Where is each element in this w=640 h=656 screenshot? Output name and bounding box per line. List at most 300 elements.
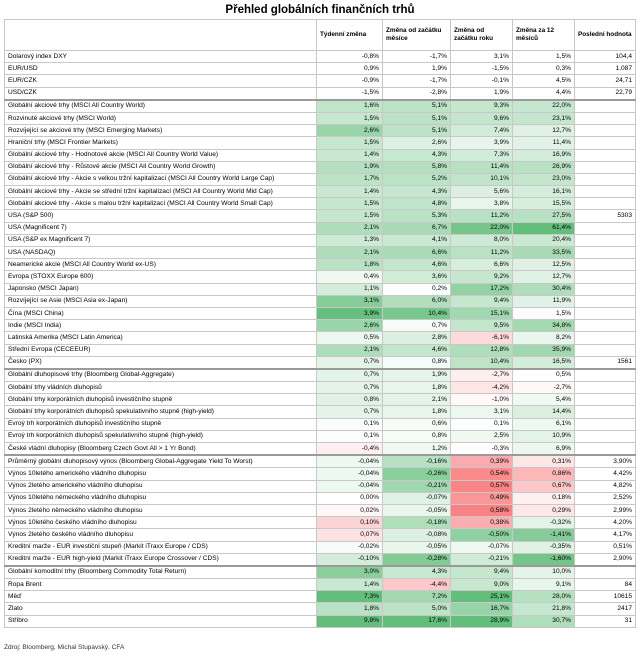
header-mtd: Změna od začátku měsíce <box>383 20 451 51</box>
change-cell: -0,21% <box>383 480 451 492</box>
change-cell: 17,2% <box>451 283 513 295</box>
table-row <box>5 430 636 442</box>
change-cell: 0,10% <box>317 517 383 529</box>
change-cell: 0,58% <box>451 504 513 516</box>
row-label: České vládní dluhopisy (Bloomberg Czech Govt All > 1 Yr Bond) <box>5 443 317 456</box>
change-cell: 1,8% <box>383 406 451 418</box>
change-cell: -0,3% <box>451 443 513 456</box>
change-cell: 10,0% <box>513 566 575 579</box>
change-cell: 34,8% <box>513 320 575 332</box>
row-label: Rozvíjející se akciové trhy (MSCI Emerging Markets) <box>5 125 317 137</box>
change-cell: 0,00% <box>317 492 383 504</box>
change-cell: 0,49% <box>451 492 513 504</box>
last-value-cell: 4,82% <box>575 480 636 492</box>
change-cell: 9,4% <box>451 566 513 579</box>
table-row <box>5 247 636 259</box>
change-cell: 6,9% <box>513 443 575 456</box>
change-cell: -0,32% <box>513 517 575 529</box>
change-cell: 28,0% <box>513 591 575 603</box>
change-cell: 0,7% <box>317 382 383 394</box>
change-cell: 9,3% <box>451 100 513 113</box>
last-value-cell <box>575 247 636 259</box>
last-value-cell <box>575 369 636 382</box>
last-value-cell <box>575 295 636 307</box>
change-cell: 7,2% <box>383 591 451 603</box>
last-value-cell: 2,90% <box>575 553 636 566</box>
change-cell: 14,4% <box>513 406 575 418</box>
header-12m: Změna za 12 měsíců <box>513 20 575 51</box>
change-cell: -0,10% <box>317 553 383 566</box>
last-value-cell <box>575 443 636 456</box>
row-label: USA (NASDAQ) <box>5 247 317 259</box>
change-cell: 5,0% <box>383 603 451 615</box>
change-cell: 1,5% <box>317 137 383 149</box>
change-cell: 0,39% <box>451 455 513 468</box>
change-cell: 0,67% <box>513 480 575 492</box>
last-value-cell: 0,51% <box>575 541 636 553</box>
change-cell: 9,5% <box>451 320 513 332</box>
change-cell: -0,04% <box>317 480 383 492</box>
table-row <box>5 394 636 406</box>
last-value-cell <box>575 283 636 295</box>
change-cell: 0,54% <box>451 468 513 480</box>
last-value-cell: 1,087 <box>575 63 636 75</box>
change-cell: 5,8% <box>383 161 451 173</box>
last-value-cell <box>575 394 636 406</box>
change-cell: -0,04% <box>317 468 383 480</box>
change-cell: 9,8% <box>317 615 383 627</box>
change-cell: 12,8% <box>451 344 513 356</box>
change-cell: 6,6% <box>451 259 513 271</box>
table-row <box>5 137 636 149</box>
change-cell: 2,1% <box>317 247 383 259</box>
change-cell: 17,6% <box>383 615 451 627</box>
change-cell: 0,07% <box>317 529 383 541</box>
table-row <box>5 161 636 173</box>
last-value-cell <box>575 149 636 161</box>
change-cell: 25,1% <box>451 591 513 603</box>
row-label: Globální trhy korporátních dluhopisů investičního stupně <box>5 394 317 406</box>
table-row <box>5 480 636 492</box>
table-row <box>5 579 636 591</box>
change-cell: 7,3% <box>451 149 513 161</box>
row-label: Globální dluhopisové trhy (Bloomberg Global-Aggregate) <box>5 369 317 382</box>
change-cell: -1,7% <box>383 75 451 87</box>
change-cell: 1,1% <box>317 283 383 295</box>
change-cell: 5,1% <box>383 112 451 124</box>
row-label: Globální akciové trhy - Akcie s velkou tržní kapitalizací (MSCI All Country World Large Cap) <box>5 173 317 185</box>
table-row <box>5 406 636 418</box>
table-row <box>5 125 636 137</box>
last-value-cell <box>575 112 636 124</box>
change-cell: -0,21% <box>451 553 513 566</box>
table-row <box>5 259 636 271</box>
change-cell: 1,2% <box>383 443 451 456</box>
change-cell: 1,8% <box>383 382 451 394</box>
change-cell: 0,4% <box>317 271 383 283</box>
last-value-cell: 1561 <box>575 356 636 369</box>
last-value-cell: 4,20% <box>575 517 636 529</box>
last-value-cell <box>575 406 636 418</box>
last-value-cell <box>575 418 636 430</box>
markets-table <box>4 19 636 628</box>
change-cell: -2,7% <box>513 382 575 394</box>
change-cell: 0,8% <box>317 394 383 406</box>
change-cell: 30,4% <box>513 283 575 295</box>
change-cell: 0,1% <box>317 430 383 442</box>
change-cell: 10,9% <box>513 430 575 442</box>
source-note: Zdroj: Bloomberg, Michal Stupavský, CFA <box>4 644 125 651</box>
change-cell: 8,2% <box>513 332 575 344</box>
change-cell: 4,4% <box>513 87 575 100</box>
change-cell: 7,3% <box>317 591 383 603</box>
change-cell: -0,9% <box>317 75 383 87</box>
row-label: Střední Evropa (CECEEUR) <box>5 344 317 356</box>
change-cell: 11,2% <box>451 210 513 222</box>
change-cell: 9,6% <box>451 112 513 124</box>
change-cell: -0,04% <box>317 455 383 468</box>
change-cell: 3,0% <box>317 566 383 579</box>
table-header-row <box>5 20 636 51</box>
table-row <box>5 332 636 344</box>
change-cell: 2,6% <box>317 125 383 137</box>
change-cell: 0,5% <box>513 369 575 382</box>
change-cell: 0,3% <box>513 63 575 75</box>
change-cell: -4,2% <box>451 382 513 394</box>
change-cell: 3,6% <box>383 271 451 283</box>
last-value-cell <box>575 173 636 185</box>
change-cell: 11,4% <box>513 137 575 149</box>
change-cell: 4,3% <box>383 186 451 198</box>
table-row <box>5 63 636 75</box>
table-row <box>5 369 636 382</box>
change-cell: 23,1% <box>513 112 575 124</box>
last-value-cell: 31 <box>575 615 636 627</box>
change-cell: 12,7% <box>513 271 575 283</box>
row-label: Indie (MSCI India) <box>5 320 317 332</box>
row-label: Japonsko (MSCI Japan) <box>5 283 317 295</box>
last-value-cell: 10615 <box>575 591 636 603</box>
last-value-cell: 2,52% <box>575 492 636 504</box>
row-label: Rozvíjející se Asie (MSCI Asia ex-Japan) <box>5 295 317 307</box>
last-value-cell <box>575 234 636 246</box>
last-value-cell <box>575 566 636 579</box>
row-label: Měď <box>5 591 317 603</box>
change-cell: 22,0% <box>513 100 575 113</box>
row-label: Kreditní marže - EUR high-yield (Markit iTraxx Europe Crossover / CDS) <box>5 553 317 566</box>
table-row <box>5 591 636 603</box>
change-cell: 0,7% <box>383 320 451 332</box>
table-row <box>5 149 636 161</box>
last-value-cell: 104,4 <box>575 51 636 63</box>
row-label: Evropa (STOXX Europe 600) <box>5 271 317 283</box>
change-cell: 5,1% <box>383 125 451 137</box>
last-value-cell <box>575 222 636 234</box>
change-cell: 12,5% <box>513 259 575 271</box>
change-cell: -1,60% <box>513 553 575 566</box>
change-cell: 0,6% <box>383 418 451 430</box>
page-title: Přehled globálních finančních trhů <box>225 4 415 16</box>
table-row <box>5 603 636 615</box>
change-cell: 33,5% <box>513 247 575 259</box>
last-value-cell <box>575 161 636 173</box>
change-cell: 0,38% <box>451 517 513 529</box>
table-row <box>5 356 636 369</box>
row-label: Latinská Amerika (MSCI Latin America) <box>5 332 317 344</box>
change-cell: -0,08% <box>383 529 451 541</box>
last-value-cell <box>575 332 636 344</box>
last-value-cell <box>575 125 636 137</box>
change-cell: 20,4% <box>513 234 575 246</box>
last-value-cell <box>575 198 636 210</box>
change-cell: 0,29% <box>513 504 575 516</box>
change-cell: 1,5% <box>513 51 575 63</box>
table-row <box>5 320 636 332</box>
change-cell: -1,7% <box>383 51 451 63</box>
change-cell: 0,5% <box>317 332 383 344</box>
last-value-cell: 4,42% <box>575 468 636 480</box>
change-cell: 4,8% <box>383 198 451 210</box>
change-cell: -2,8% <box>383 87 451 100</box>
change-cell: -0,8% <box>317 51 383 63</box>
change-cell: 2,1% <box>383 394 451 406</box>
change-cell: -1,5% <box>317 87 383 100</box>
change-cell: 23,0% <box>513 173 575 185</box>
last-value-cell <box>575 186 636 198</box>
change-cell: 6,6% <box>383 247 451 259</box>
change-cell: 1,6% <box>317 100 383 113</box>
row-label: Výnos 10letého německého vládního dluhopisu <box>5 492 317 504</box>
change-cell: 2,5% <box>451 430 513 442</box>
change-cell: 3,1% <box>451 51 513 63</box>
change-cell: 11,9% <box>513 295 575 307</box>
change-cell: 6,7% <box>383 222 451 234</box>
row-label: Dolarový index DXY <box>5 51 317 63</box>
last-value-cell: 2,99% <box>575 504 636 516</box>
last-value-cell <box>575 320 636 332</box>
change-cell: 0,7% <box>317 406 383 418</box>
last-value-cell <box>575 307 636 319</box>
change-cell: 6,0% <box>383 295 451 307</box>
change-cell: 10,1% <box>451 173 513 185</box>
last-value-cell: 84 <box>575 579 636 591</box>
change-cell: 0,8% <box>383 430 451 442</box>
row-label: Globální trhy korporátních dluhopisů spekulativního stupně (high-yield) <box>5 406 317 418</box>
change-cell: 28,9% <box>451 615 513 627</box>
change-cell: 16,7% <box>451 603 513 615</box>
row-label: Hraniční trhy (MSCI Frontier Markets) <box>5 137 317 149</box>
change-cell: 9,4% <box>451 295 513 307</box>
header-ytd: Změna od začátku roku <box>451 20 513 51</box>
row-label: Čína (MSCI China) <box>5 307 317 319</box>
change-cell: 16,5% <box>513 356 575 369</box>
row-label: EUR/USD <box>5 63 317 75</box>
change-cell: -0,50% <box>451 529 513 541</box>
change-cell: 1,4% <box>317 149 383 161</box>
change-cell: 9,1% <box>513 579 575 591</box>
table-row <box>5 615 636 627</box>
table-row <box>5 271 636 283</box>
change-cell: 0,9% <box>317 63 383 75</box>
change-cell: -6,1% <box>451 332 513 344</box>
change-cell: -0,05% <box>383 504 451 516</box>
row-label: Rozvinuté akciové trhy (MSCI World) <box>5 112 317 124</box>
change-cell: -0,07% <box>451 541 513 553</box>
change-cell: 5,4% <box>513 394 575 406</box>
change-cell: -4,4% <box>383 579 451 591</box>
change-cell: 0,7% <box>317 356 383 369</box>
row-label: Výnos 2letého českého vládního dluhopisu <box>5 529 317 541</box>
table-row <box>5 443 636 456</box>
row-label: Globální akciové trhy - Hodnotové akcie (MSCI All Country World Value) <box>5 149 317 161</box>
change-cell: 9,2% <box>451 271 513 283</box>
row-label: Ropa Brent <box>5 579 317 591</box>
table-row <box>5 455 636 468</box>
row-label: Neamerické akcie (MSCI All Country World ex-US) <box>5 259 317 271</box>
row-label: Evroý trh korporátních dluhopisů investičního stupně <box>5 418 317 430</box>
last-value-cell <box>575 259 636 271</box>
change-cell: 4,6% <box>383 344 451 356</box>
change-cell: 1,8% <box>317 603 383 615</box>
table-row <box>5 198 636 210</box>
last-value-cell <box>575 137 636 149</box>
table-row <box>5 504 636 516</box>
table-row <box>5 566 636 579</box>
last-value-cell: 3,90% <box>575 455 636 468</box>
change-cell: 9,0% <box>451 579 513 591</box>
table-row <box>5 517 636 529</box>
last-value-cell <box>575 344 636 356</box>
change-cell: 0,86% <box>513 468 575 480</box>
row-label: Globální akciové trhy - Růstové akcie (MSCI All Country World Growth) <box>5 161 317 173</box>
row-label: Globální akciové trhy - Akcie s malou tržní kapitalizací (MSCI All Country World Small Cap) <box>5 198 317 210</box>
change-cell: 10,4% <box>383 307 451 319</box>
change-cell: -0,35% <box>513 541 575 553</box>
change-cell: 22,0% <box>451 222 513 234</box>
row-label: USD/CZK <box>5 87 317 100</box>
change-cell: 10,4% <box>451 356 513 369</box>
change-cell: 4,1% <box>383 234 451 246</box>
change-cell: -1,5% <box>451 63 513 75</box>
change-cell: 3,1% <box>317 295 383 307</box>
table-row <box>5 344 636 356</box>
change-cell: 4,3% <box>383 149 451 161</box>
change-cell: -1,0% <box>451 394 513 406</box>
row-label: Výnos 2letého amerického vládního dluhopisu <box>5 480 317 492</box>
change-cell: 2,6% <box>383 137 451 149</box>
change-cell: 1,9% <box>383 369 451 382</box>
row-label: Globální akciové trhy (MSCI All Country World) <box>5 100 317 113</box>
last-value-cell: 22,79 <box>575 87 636 100</box>
change-cell: 35,9% <box>513 344 575 356</box>
change-cell: -0,28% <box>383 553 451 566</box>
change-cell: 4,3% <box>383 566 451 579</box>
change-cell: 1,7% <box>317 173 383 185</box>
row-label: Evroý trh korporátních dluhopisů spekulativního stupně (high-yield) <box>5 430 317 442</box>
last-value-cell <box>575 100 636 113</box>
row-label: EUR/CZK <box>5 75 317 87</box>
change-cell: 3,9% <box>317 307 383 319</box>
change-cell: 6,1% <box>513 418 575 430</box>
table-row <box>5 234 636 246</box>
change-cell: -0,02% <box>317 541 383 553</box>
change-cell: 1,5% <box>317 112 383 124</box>
table-row <box>5 418 636 430</box>
change-cell: 1,8% <box>317 259 383 271</box>
change-cell: 3,1% <box>451 406 513 418</box>
change-cell: 0,7% <box>317 369 383 382</box>
change-cell: 1,5% <box>513 307 575 319</box>
table-row <box>5 51 636 63</box>
change-cell: 2,8% <box>383 332 451 344</box>
row-label: USA (S&P ex Magnificent 7) <box>5 234 317 246</box>
table-row <box>5 283 636 295</box>
table-row <box>5 173 636 185</box>
header-weekly: Týdenní změna <box>317 20 383 51</box>
change-cell: -0,1% <box>451 75 513 87</box>
change-cell: 1,4% <box>317 186 383 198</box>
change-cell: 30,7% <box>513 615 575 627</box>
change-cell: 4,6% <box>383 259 451 271</box>
table-row <box>5 468 636 480</box>
change-cell: 0,57% <box>451 480 513 492</box>
change-cell: -0,16% <box>383 455 451 468</box>
row-label: Zlato <box>5 603 317 615</box>
last-value-cell: 5303 <box>575 210 636 222</box>
change-cell: 16,9% <box>513 149 575 161</box>
change-cell: 2,6% <box>317 320 383 332</box>
row-label: Výnos 10letého českého vládního dluhopisu <box>5 517 317 529</box>
row-label: Výnos 10letého amerického vládního dluhopisu <box>5 468 317 480</box>
change-cell: -0,26% <box>383 468 451 480</box>
table-row <box>5 529 636 541</box>
header-label <box>5 20 317 51</box>
change-cell: 5,3% <box>383 210 451 222</box>
row-label: Výnos 2letého německého vládního dluhopisu <box>5 504 317 516</box>
change-cell: -0,05% <box>383 541 451 553</box>
row-label: USA (S&P 500) <box>5 210 317 222</box>
table-row <box>5 295 636 307</box>
table-body <box>5 51 636 628</box>
change-cell: -2,7% <box>451 369 513 382</box>
last-value-cell <box>575 382 636 394</box>
change-cell: 11,4% <box>451 161 513 173</box>
change-cell: 0,2% <box>383 283 451 295</box>
table-row <box>5 87 636 100</box>
change-cell: 0,8% <box>383 356 451 369</box>
row-label: Globální komoditní trhy (Bloomberg Commodity Total Return) <box>5 566 317 579</box>
change-cell: 27,5% <box>513 210 575 222</box>
table-row <box>5 186 636 198</box>
change-cell: 0,31% <box>513 455 575 468</box>
change-cell: 3,9% <box>451 137 513 149</box>
table-row <box>5 222 636 234</box>
table-row <box>5 307 636 319</box>
change-cell: 1,9% <box>317 161 383 173</box>
change-cell: -1,41% <box>513 529 575 541</box>
row-label: USA (Magnificent 7) <box>5 222 317 234</box>
change-cell: 5,6% <box>451 186 513 198</box>
last-value-cell <box>575 430 636 442</box>
change-cell: 0,02% <box>317 504 383 516</box>
change-cell: 16,1% <box>513 186 575 198</box>
change-cell: 7,4% <box>451 125 513 137</box>
change-cell: 1,9% <box>383 63 451 75</box>
change-cell: 5,1% <box>383 100 451 113</box>
table-row <box>5 492 636 504</box>
change-cell: 26,9% <box>513 161 575 173</box>
table-row <box>5 100 636 113</box>
